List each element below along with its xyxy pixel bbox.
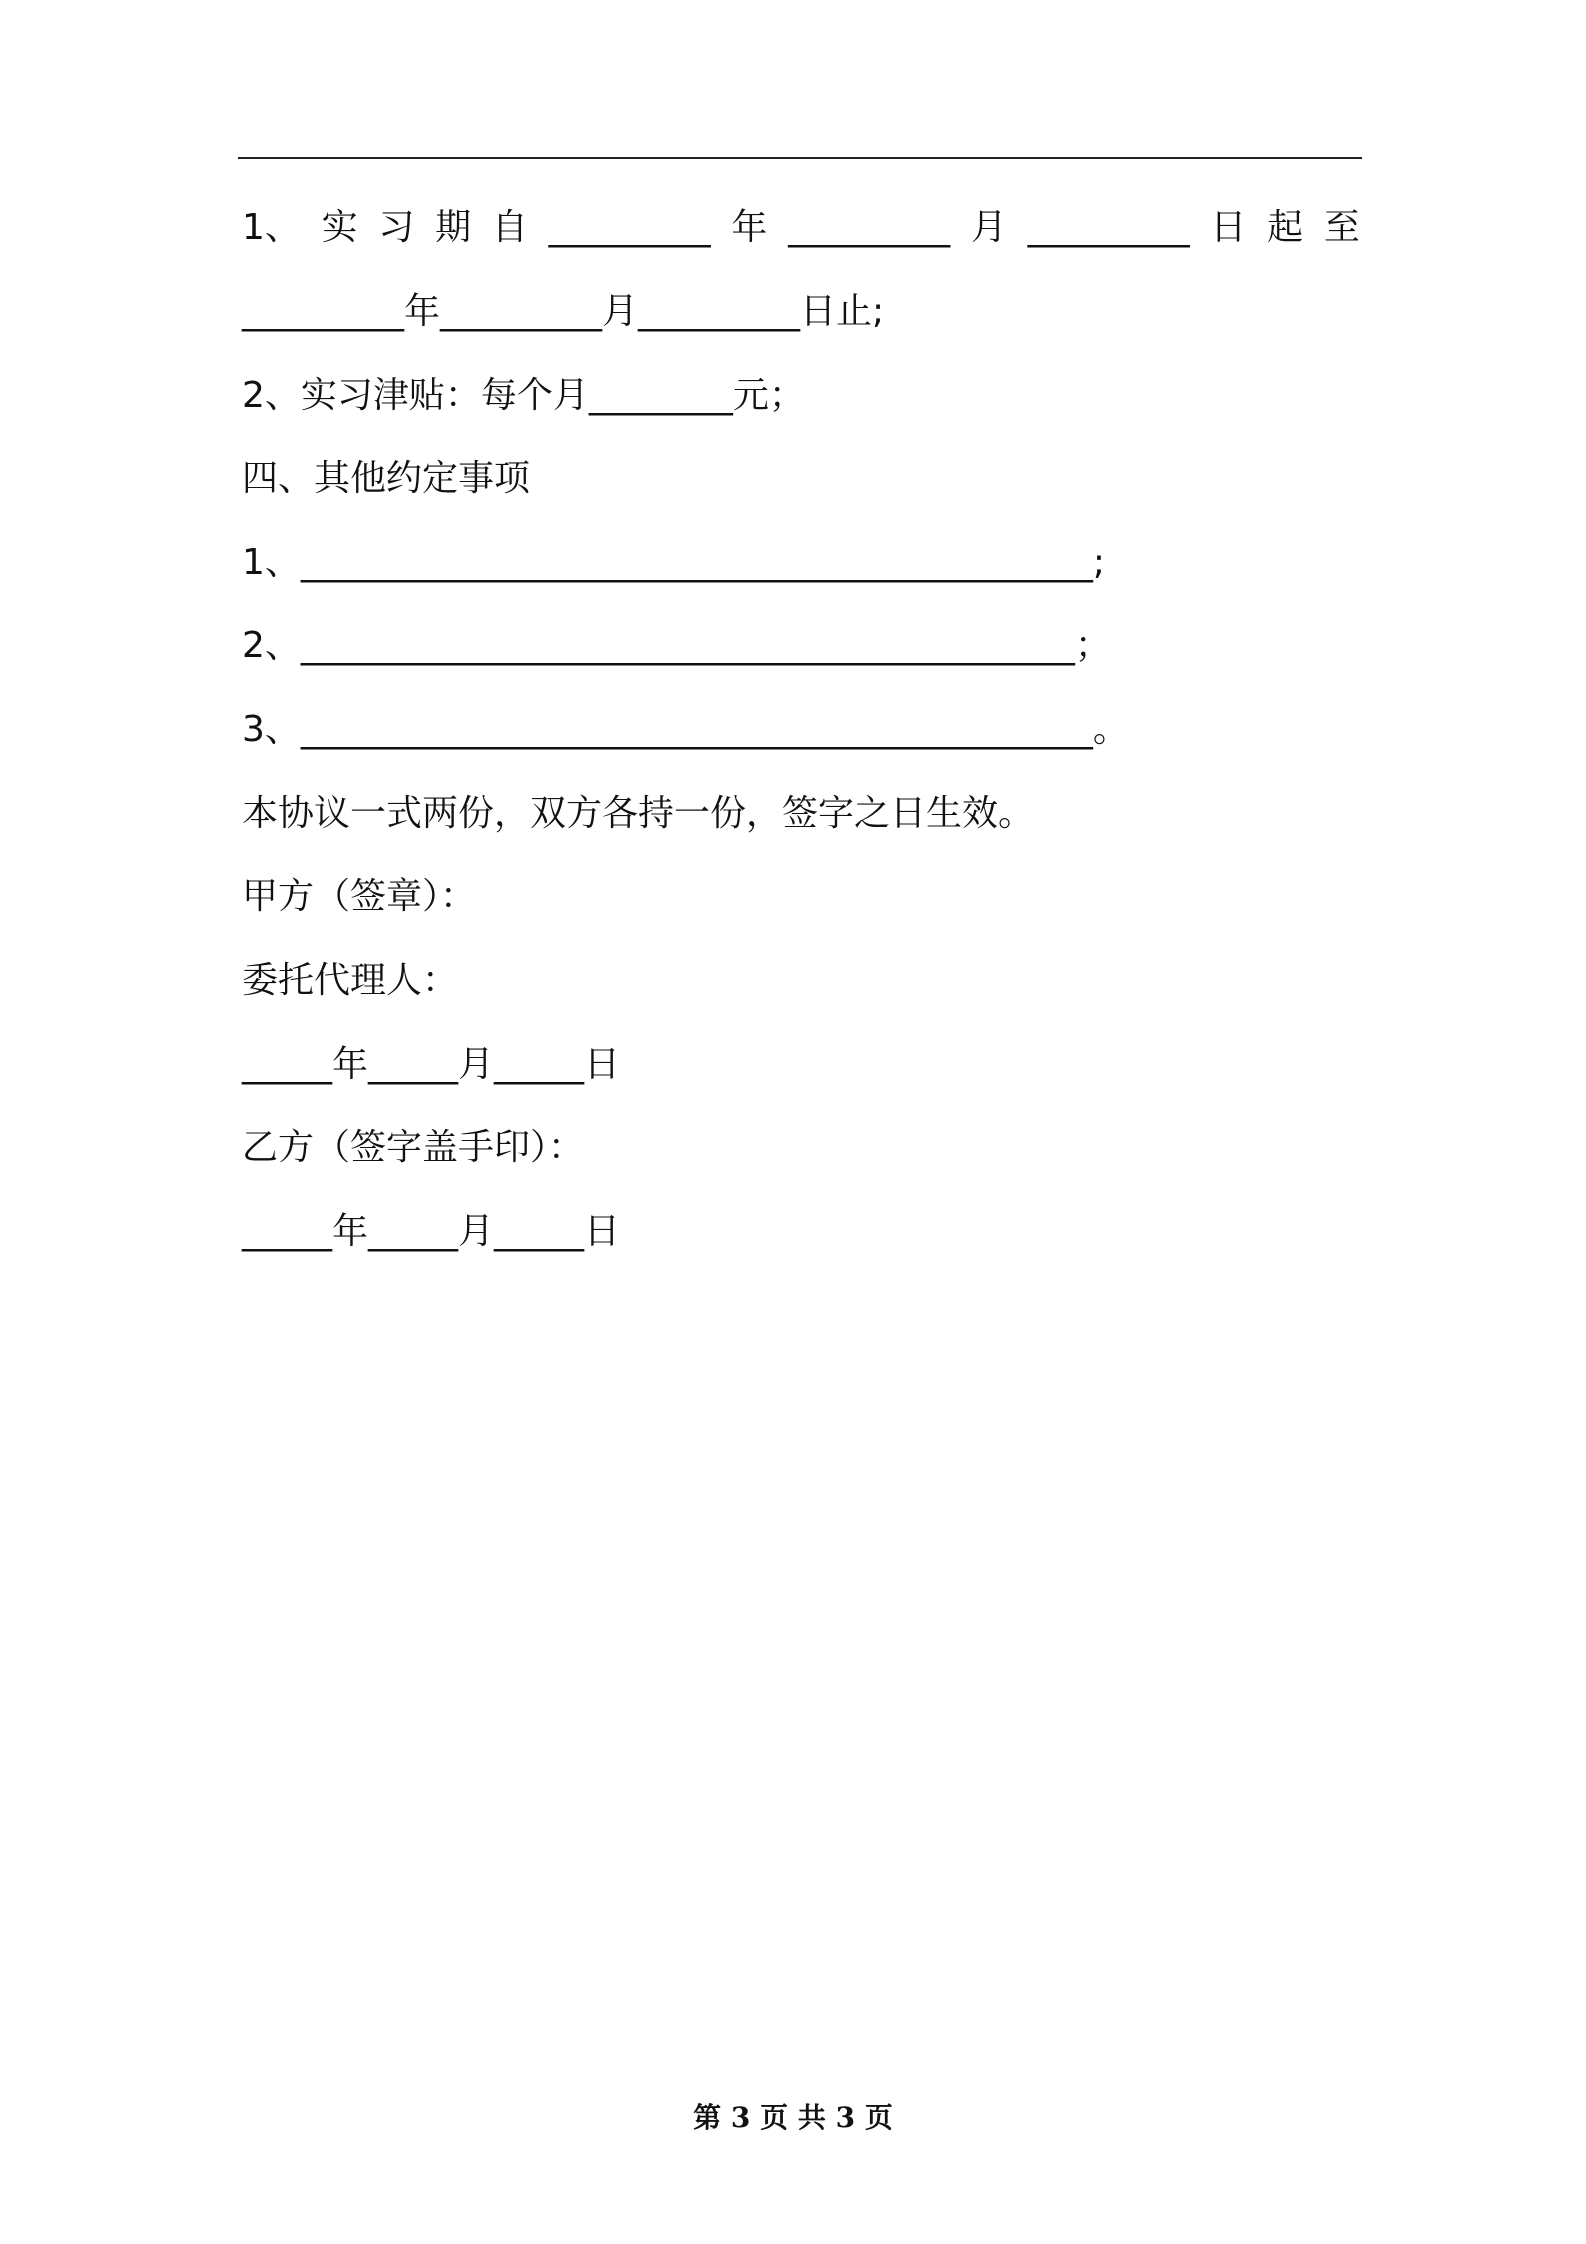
header-rule bbox=[238, 157, 1362, 159]
other-term-line-2: 2、___________________________________________； bbox=[242, 625, 1111, 666]
text-segment: 实 bbox=[321, 207, 358, 248]
text-segment: 至 bbox=[1323, 207, 1360, 248]
page-number-footer: 第 3 页 共 3 页 bbox=[693, 2101, 893, 2134]
text-segment: 自 bbox=[491, 207, 528, 248]
agreement-effect-line: 本协议一式两份，双方各持一份，签字之日生效。 bbox=[242, 793, 1035, 834]
text-segment: 日 bbox=[1210, 207, 1247, 248]
party-a-date-line: _____年_____月_____日 bbox=[242, 1044, 620, 1085]
text-segment: 起 bbox=[1267, 207, 1304, 248]
internship-period-end-line: _________年_________月_________日止; bbox=[242, 291, 885, 332]
section-heading-other-terms: 四、其他约定事项 bbox=[242, 458, 531, 499]
blank-field: _________ bbox=[788, 207, 951, 248]
blank-field: _________ bbox=[1027, 207, 1190, 248]
agent-label: 委托代理人： bbox=[242, 960, 459, 1001]
party-b-signature-label: 乙方（签字盖手印）： bbox=[242, 1127, 585, 1168]
other-term-line-3: 3、____________________________________________。 bbox=[242, 709, 1129, 750]
internship-allowance-line: 2、实习津贴：每个月________元； bbox=[242, 375, 805, 416]
text-segment: 习 bbox=[378, 207, 415, 248]
other-term-line-1: 1、____________________________________________; bbox=[242, 542, 1106, 583]
text-segment: 年 bbox=[731, 207, 768, 248]
internship-period-line bbox=[242, 204, 1360, 252]
blank-field: _________ bbox=[548, 207, 711, 248]
party-a-signature-label: 甲方（签章）： bbox=[242, 876, 477, 917]
text-segment: 期 bbox=[435, 207, 472, 248]
party-b-date-line: _____年_____月_____日 bbox=[242, 1211, 620, 1252]
text-segment: 1、 bbox=[242, 207, 301, 248]
text-segment: 月 bbox=[970, 207, 1007, 248]
